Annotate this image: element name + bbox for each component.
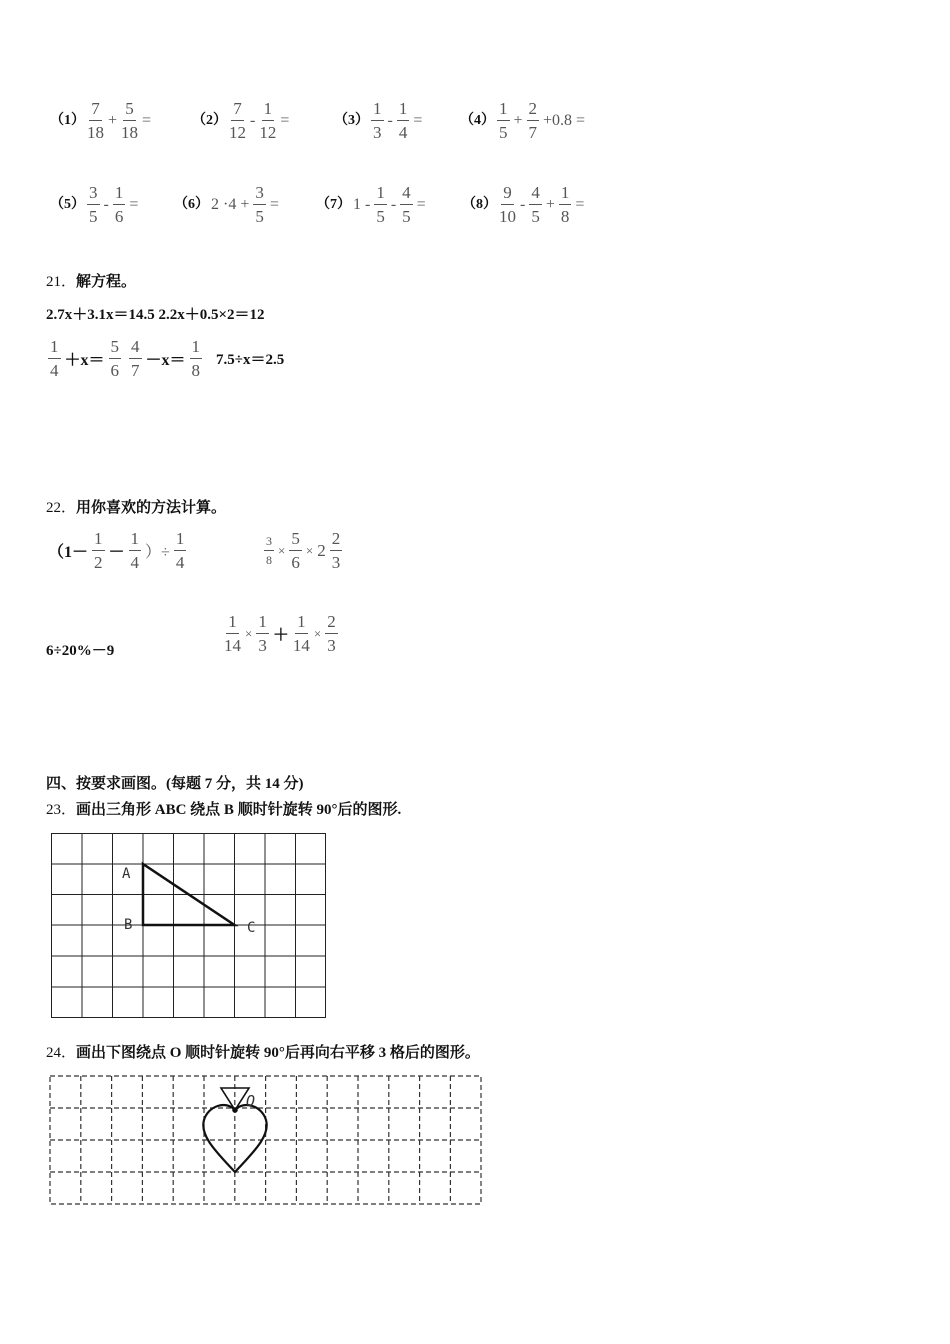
arith-item-7: （7） 1 - $\frac{1}{5}$ - $\frac{4}{5}$ = <box>316 183 426 226</box>
fraction: $\frac{1}{5}$ <box>499 99 508 142</box>
fraction: $\frac{3}{8}$ <box>266 534 272 567</box>
point-b-label: B <box>124 917 133 933</box>
fraction: $\frac{7}{18}$ <box>87 99 104 142</box>
q21-line1: 2.7x＋3.1x＝14.5 2.2x＋0.5×2＝12 <box>46 307 265 323</box>
q24-heading: 24．画出下图绕点 O 顺时针旋转 90°后再向右平移 3 格后的图形。 <box>46 1045 480 1061</box>
fraction: $\frac{7}{12}$ <box>229 99 246 142</box>
fraction: $\frac{1}{4}$ <box>175 529 185 572</box>
fraction: $\frac{1}{8}$ <box>191 337 201 380</box>
q24-grid-figure <box>48 1074 484 1208</box>
fraction: $\frac{5}{6}$ <box>110 337 120 380</box>
arith-item-1: （1） $\frac{7}{18}$ + $\frac{5}{18}$ = <box>50 99 152 142</box>
fraction: $\frac{1}{14}$ <box>224 612 241 655</box>
fraction: $\frac{5}{18}$ <box>121 99 139 142</box>
point-c-label: C <box>247 920 256 936</box>
q21-heading: 21．解方程。 <box>46 274 137 290</box>
arith-item-3: （3） $\frac{1}{3}$ - $\frac{1}{4}$ = <box>334 99 423 142</box>
arith-item-2: （2） $\frac{7}{12}$ - $\frac{1}{12}$ = <box>192 99 290 142</box>
fraction: $\frac{1}{14}$ <box>292 612 310 655</box>
fraction: $\frac{1}{5}$ <box>376 183 385 226</box>
fraction: $\frac{2}{3}$ <box>331 529 341 572</box>
q22-expr-2: $\frac{3}{8}$ × $\frac{5}{6}$ × 2 $\frac{2}{3}$ <box>262 530 344 571</box>
q24-dashed-grid <box>50 1076 481 1204</box>
small-triangle-shape <box>221 1088 249 1110</box>
q22-expr-1: （1－ $\frac{1}{2}$ － $\frac{1}{4}$ ）÷ $\frac{1}{4}$ <box>46 530 188 571</box>
point-o-label: O <box>246 1092 256 1110</box>
fraction: $\frac{1}{8}$ <box>560 183 570 226</box>
fraction: $\frac{9}{10}$ <box>499 183 516 226</box>
fraction: $\frac{4}{5}$ <box>402 183 411 226</box>
q23-grid-figure <box>50 832 330 1022</box>
fraction: $\frac{1}{6}$ <box>114 183 124 226</box>
fraction: $\frac{1}{3}$ <box>373 99 382 142</box>
fraction: $\frac{1}{2}$ <box>94 529 103 572</box>
fraction: $\frac{5}{6}$ <box>291 529 300 572</box>
point-a-label: A <box>122 866 131 882</box>
fraction: $\frac{3}{5}$ <box>255 183 264 226</box>
fraction: $\frac{1}{4}$ <box>398 99 408 142</box>
fraction: $\frac{1}{12}$ <box>259 99 277 142</box>
heart-shape <box>203 1105 267 1172</box>
arith-item-6: （6） 2 ·4 + $\frac{3}{5}$ = <box>174 183 279 226</box>
arith-row-2 <box>50 184 586 225</box>
q22-heading: 22．用你喜欢的方法计算。 <box>46 500 227 516</box>
section-4-title: 四、按要求画图。(每题 7 分，共 14 分) <box>46 776 304 792</box>
arith-item-8: （8） $\frac{9}{10}$ - $\frac{4}{5}$ + $\frac{1}{8}$ = <box>462 183 585 226</box>
arith-item-4: （4） $\frac{1}{5}$ + $\frac{2}{7}$ +0.8 = <box>460 99 586 142</box>
q22-expr-3: 6÷20%－9 <box>46 643 115 659</box>
q23-heading: 23．画出三角形 ABC 绕点 B 顺时针旋转 90°后的图形. <box>46 802 402 818</box>
arith-row-1 <box>50 100 587 141</box>
fraction: $\frac{2}{3}$ <box>327 612 336 655</box>
point-o-dot <box>232 1107 238 1113</box>
fraction: $\frac{1}{4}$ <box>50 337 59 380</box>
q22-expr-4: $\frac{1}{14}$ × $\frac{1}{3}$ ＋ $\frac{1}{14}$ × $\frac{2}{3}$ <box>222 613 340 654</box>
fraction: $\frac{1}{4}$ <box>130 529 140 572</box>
fraction: $\frac{1}{3}$ <box>258 612 267 655</box>
fraction: $\frac{3}{5}$ <box>89 183 98 226</box>
fraction: $\frac{2}{7}$ <box>528 99 538 142</box>
fraction: $\frac{4}{5}$ <box>531 183 540 226</box>
fraction: $\frac{4}{7}$ <box>131 337 140 380</box>
arith-item-5: （5） $\frac{3}{5}$ - $\frac{1}{6}$ = <box>50 183 139 226</box>
q21-line2: $\frac{1}{4}$ ＋x＝ $\frac{5}{6}$ $\frac{4}{7}$ －x＝ $\frac{1}{8}$ 7.5÷x＝2.5 <box>46 338 284 379</box>
